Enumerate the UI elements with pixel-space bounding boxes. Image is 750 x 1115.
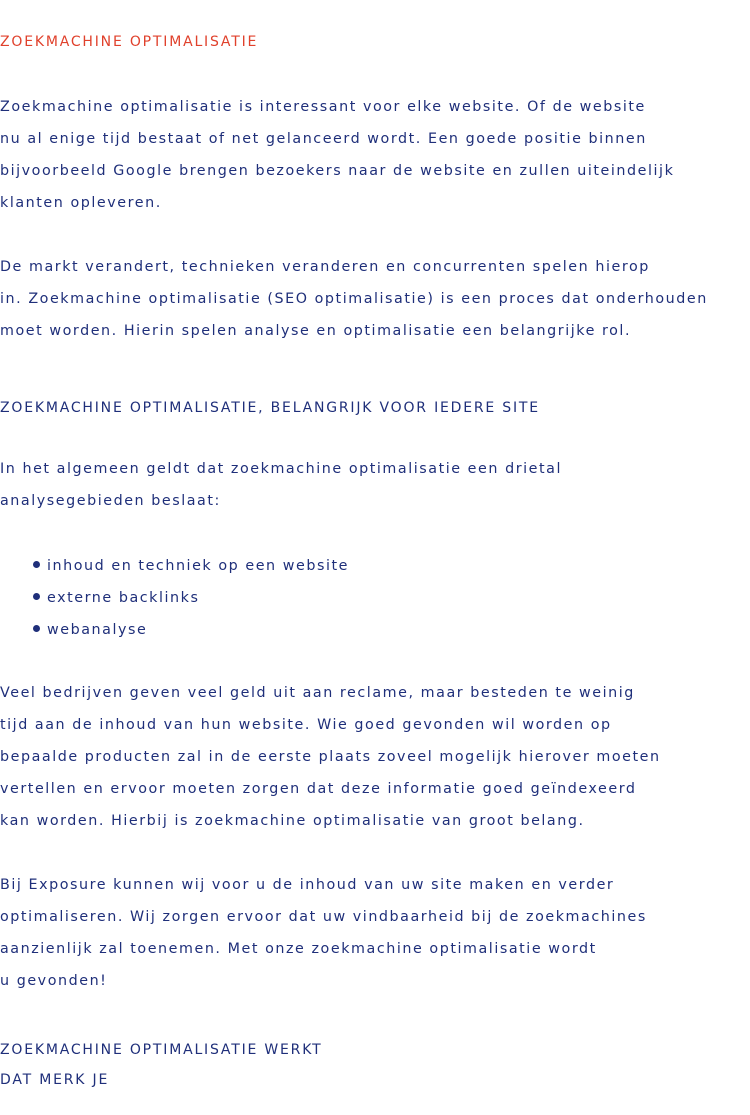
page-title: ZOEKMACHINE OPTIMALISATIE [0,34,259,50]
list-item-label: webanalyse [47,622,148,638]
market-paragraph [0,251,750,347]
list-item [33,614,349,646]
section-heading-works-line2: DAT MERK JE [0,1072,110,1088]
section-heading-works [0,1035,322,1095]
market-line: moet worden. Hierin spelen analyse en optimalisatie een belangrijke rol. [0,323,632,339]
areas-intro-line: analysegebieden beslaat: [0,493,221,509]
intro-line: Zoekmachine optimalisatie is interessant voor elke website. Of de website [0,99,646,115]
bullet-icon [33,593,40,600]
market-line: De markt verandert, technieken veranderen en concurrenten spelen hierop [0,259,650,275]
companies-line: kan worden. Hierbij is zoekmachine optimalisatie van groot belang. [0,813,585,829]
intro-line: bijvoorbeeld Google brengen bezoekers naar de website en zullen uiteindelijk [0,163,675,179]
exposure-line: optimaliseren. Wij zorgen ervoor dat uw vindbaarheid bij de zoekmachines [0,909,647,925]
list-item-label: externe backlinks [47,590,200,606]
analysis-areas-list [33,550,349,646]
companies-paragraph [0,677,750,837]
companies-line: Veel bedrijven geven veel geld uit aan reclame, maar besteden te weinig [0,685,635,701]
bullet-icon [33,625,40,632]
exposure-line: aanzienlijk zal toenemen. Met onze zoekmachine optimalisatie wordt [0,941,597,957]
section-heading-works-line1: ZOEKMACHINE OPTIMALISATIE WERKT [0,1042,323,1058]
exposure-paragraph [0,869,750,997]
intro-line: nu al enige tijd bestaat of net gelanceerd wordt. Een goede positie binnen [0,131,647,147]
exposure-line: u gevonden! [0,973,108,989]
list-item [33,582,349,614]
exposure-line: Bij Exposure kunnen wij voor u de inhoud van uw site maken en verder [0,877,615,893]
list-item [33,550,349,582]
areas-intro-line: In het algemeen geldt dat zoekmachine optimalisatie een drietal [0,461,562,477]
companies-line: vertellen en ervoor moeten zorgen dat deze informatie goed geïndexeerd [0,781,637,797]
market-line: in. Zoekmachine optimalisatie (SEO optimalisatie) is een proces dat onderhouden [0,291,708,307]
companies-line: bepaalde producten zal in de eerste plaats zoveel mogelijk hierover moeten [0,749,661,765]
companies-line: tijd aan de inhoud van hun website. Wie goed gevonden wil worden op [0,717,612,733]
bullet-icon [33,561,40,568]
section-heading-important: ZOEKMACHINE OPTIMALISATIE, BELANGRIJK VOOR IEDERE SITE [0,400,540,416]
intro-line: klanten opleveren. [0,195,162,211]
list-item-label: inhoud en techniek op een website [47,558,350,574]
areas-intro-paragraph [0,453,750,517]
intro-paragraph [0,91,750,219]
